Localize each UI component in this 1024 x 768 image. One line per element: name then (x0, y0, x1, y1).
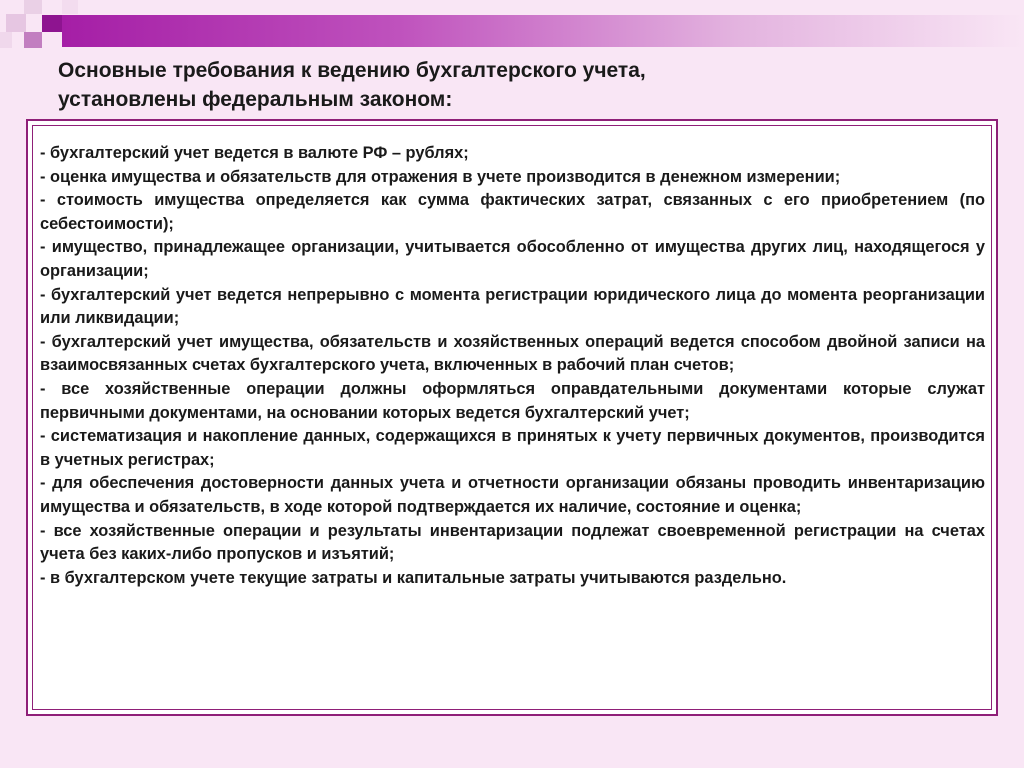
title-line-1: Основные требования к ведению бухгалтерского учета, (58, 59, 646, 82)
header-decoration (0, 0, 1024, 60)
list-item: - бухгалтерский учет ведется в валюте РФ – рублях; (40, 144, 469, 162)
list-item: - в бухгалтерском учете текущие затраты и капитальные затраты учитываются раздельно. (40, 568, 787, 587)
list-item: - имущество, принадлежащее организации, учитывается обособленно от имущества других лиц, находящегося у организации; (40, 238, 985, 280)
list-item: - все хозяйственные операции и результаты инвентаризации подлежат своевременной регистрации на счетах учета без каких-либо пропусков и изъятий; (40, 521, 985, 564)
slide-title (58, 56, 958, 114)
list-item: - бухгалтерский учет ведется непрерывно с момента регистрации юридического лица до момента реорганизации или ликвидации; (40, 285, 985, 328)
list-item: - стоимость имущества определяется как сумма фактических затрат, связанных с его приобретением (по себестоимости); (40, 191, 985, 233)
title-line-2: установлены федеральным законом: (58, 88, 453, 111)
list-item: - все хозяйственные операции должны оформляться оправдательными документами которые служат первичными документами, на основании которых ведется бухгалтерский учет; (40, 379, 985, 422)
header-gradient-bar (62, 15, 1024, 47)
requirements-list (40, 142, 985, 590)
list-item: - оценка имущества и обязательств для отражения в учете производится в денежном измерении; (40, 167, 841, 186)
list-item: - для обеспечения достоверности данных учета и отчетности организации обязаны проводить инвентаризацию имущества и обязательств, в ходе которой подтверждается их наличие, состояние и оценка; (40, 474, 985, 516)
list-item: - систематизация и накопление данных, содержащихся в принятых к учету первичных документов, производится в учетных регистрах; (40, 427, 985, 469)
list-item: - бухгалтерский учет имущества, обязательств и хозяйственных операций ведется способом двойной записи на взаимосвязанных счетах бухгалтерского учета, включенных в рабочий план счетов; (40, 332, 985, 375)
